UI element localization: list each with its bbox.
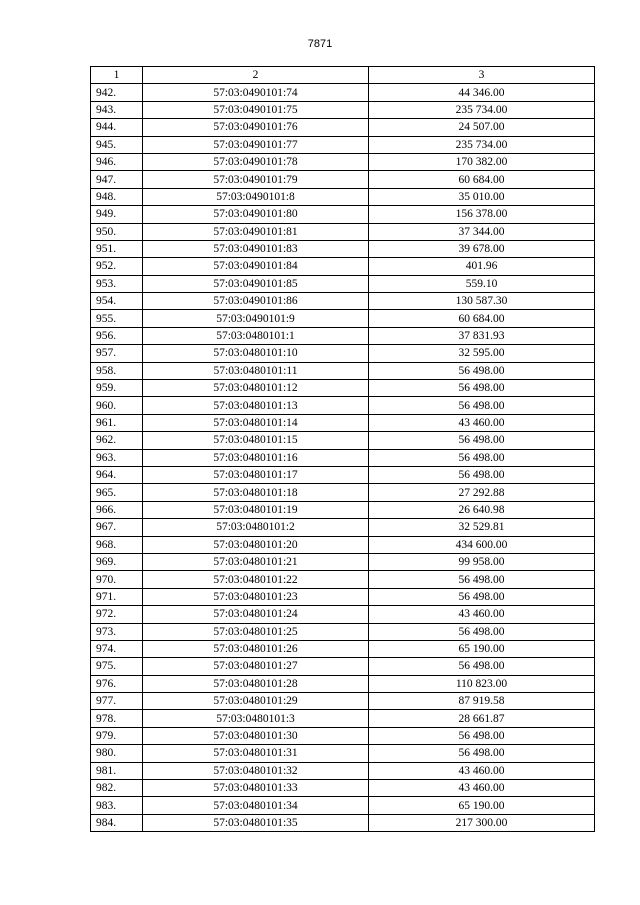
table-row bbox=[91, 762, 595, 779]
row-number-cell: 969. bbox=[91, 553, 143, 570]
cadastral-value-cell: 60 684.00 bbox=[369, 310, 595, 327]
table-row bbox=[91, 780, 595, 797]
table-row bbox=[91, 640, 595, 657]
row-number-cell: 965. bbox=[91, 484, 143, 501]
table-body bbox=[91, 84, 595, 832]
cadastral-number-cell: 57:03:0480101:28 bbox=[143, 675, 369, 692]
cadastral-number-cell: 57:03:0480101:18 bbox=[143, 484, 369, 501]
row-number-cell: 947. bbox=[91, 171, 143, 188]
cadastral-number-cell: 57:03:0480101:35 bbox=[143, 814, 369, 831]
cadastral-number-cell: 57:03:0480101:13 bbox=[143, 397, 369, 414]
row-number-cell: 966. bbox=[91, 501, 143, 518]
cadastral-value-cell: 44 346.00 bbox=[369, 84, 595, 101]
cadastral-number-cell: 57:03:0490101:8 bbox=[143, 188, 369, 205]
table-row bbox=[91, 727, 595, 744]
table-row bbox=[91, 362, 595, 379]
cadastral-value-cell: 56 498.00 bbox=[369, 362, 595, 379]
table-row bbox=[91, 675, 595, 692]
cadastral-number-cell: 57:03:0490101:84 bbox=[143, 258, 369, 275]
cadastral-value-cell: 56 498.00 bbox=[369, 745, 595, 762]
cadastral-number-cell: 57:03:0480101:32 bbox=[143, 762, 369, 779]
cadastral-value-cell: 56 498.00 bbox=[369, 466, 595, 483]
cadastral-number-cell: 57:03:0480101:15 bbox=[143, 432, 369, 449]
cadastral-value-cell: 56 498.00 bbox=[369, 658, 595, 675]
table-row bbox=[91, 588, 595, 605]
row-number-cell: 948. bbox=[91, 188, 143, 205]
table-row bbox=[91, 188, 595, 205]
cadastral-number-cell: 57:03:0480101:27 bbox=[143, 658, 369, 675]
row-number-cell: 960. bbox=[91, 397, 143, 414]
cadastral-number-cell: 57:03:0490101:83 bbox=[143, 240, 369, 257]
table-row bbox=[91, 623, 595, 640]
cadastral-number-cell: 57:03:0490101:86 bbox=[143, 293, 369, 310]
row-number-cell: 956. bbox=[91, 327, 143, 344]
cadastral-number-cell: 57:03:0480101:34 bbox=[143, 797, 369, 814]
cadastral-number-cell: 57:03:0480101:33 bbox=[143, 780, 369, 797]
table-row bbox=[91, 293, 595, 310]
cadastral-value-cell: 217 300.00 bbox=[369, 814, 595, 831]
cadastral-value-cell: 170 382.00 bbox=[369, 153, 595, 170]
cadastral-value-cell: 26 640.98 bbox=[369, 501, 595, 518]
cadastral-number-cell: 57:03:0480101:31 bbox=[143, 745, 369, 762]
cadastral-number-cell: 57:03:0480101:23 bbox=[143, 588, 369, 605]
table-row bbox=[91, 380, 595, 397]
cadastral-number-cell: 57:03:0480101:12 bbox=[143, 380, 369, 397]
table-row bbox=[91, 571, 595, 588]
table-row bbox=[91, 797, 595, 814]
row-number-cell: 943. bbox=[91, 101, 143, 118]
cadastral-number-cell: 57:03:0480101:3 bbox=[143, 710, 369, 727]
cadastral-value-cell: 559.10 bbox=[369, 275, 595, 292]
cadastral-number-cell: 57:03:0490101:75 bbox=[143, 101, 369, 118]
row-number-cell: 963. bbox=[91, 449, 143, 466]
row-number-cell: 945. bbox=[91, 136, 143, 153]
row-number-cell: 976. bbox=[91, 675, 143, 692]
table-row bbox=[91, 223, 595, 240]
cadastral-value-cell: 235 734.00 bbox=[369, 136, 595, 153]
row-number-cell: 952. bbox=[91, 258, 143, 275]
table-row bbox=[91, 327, 595, 344]
column-header-2: 2 bbox=[143, 67, 369, 84]
cadastral-value-cell: 56 498.00 bbox=[369, 380, 595, 397]
row-number-cell: 954. bbox=[91, 293, 143, 310]
row-number-cell: 944. bbox=[91, 119, 143, 136]
cadastral-value-cell: 56 498.00 bbox=[369, 623, 595, 640]
cadastral-value-cell: 37 831.93 bbox=[369, 327, 595, 344]
table-row bbox=[91, 501, 595, 518]
row-number-cell: 942. bbox=[91, 84, 143, 101]
cadastral-number-cell: 57:03:0480101:29 bbox=[143, 693, 369, 710]
cadastral-value-cell: 56 498.00 bbox=[369, 432, 595, 449]
table-row bbox=[91, 240, 595, 257]
column-header-3: 3 bbox=[369, 67, 595, 84]
cadastral-number-cell: 57:03:0490101:81 bbox=[143, 223, 369, 240]
cadastral-value-cell: 65 190.00 bbox=[369, 640, 595, 657]
row-number-cell: 953. bbox=[91, 275, 143, 292]
cadastral-value-table bbox=[90, 66, 595, 832]
cadastral-value-cell: 39 678.00 bbox=[369, 240, 595, 257]
cadastral-value-cell: 110 823.00 bbox=[369, 675, 595, 692]
table-row bbox=[91, 101, 595, 118]
cadastral-number-cell: 57:03:0480101:22 bbox=[143, 571, 369, 588]
table-row bbox=[91, 466, 595, 483]
cadastral-value-cell: 28 661.87 bbox=[369, 710, 595, 727]
cadastral-number-cell: 57:03:0480101:20 bbox=[143, 536, 369, 553]
table-row bbox=[91, 153, 595, 170]
row-number-cell: 950. bbox=[91, 223, 143, 240]
cadastral-number-cell: 57:03:0480101:2 bbox=[143, 519, 369, 536]
table-row bbox=[91, 119, 595, 136]
row-number-cell: 970. bbox=[91, 571, 143, 588]
cadastral-value-cell: 37 344.00 bbox=[369, 223, 595, 240]
cadastral-value-cell: 43 460.00 bbox=[369, 606, 595, 623]
cadastral-value-cell: 130 587.30 bbox=[369, 293, 595, 310]
table-row bbox=[91, 449, 595, 466]
cadastral-number-cell: 57:03:0480101:30 bbox=[143, 727, 369, 744]
table-row bbox=[91, 275, 595, 292]
row-number-cell: 981. bbox=[91, 762, 143, 779]
row-number-cell: 964. bbox=[91, 466, 143, 483]
cadastral-value-cell: 56 498.00 bbox=[369, 571, 595, 588]
cadastral-number-cell: 57:03:0480101:10 bbox=[143, 345, 369, 362]
cadastral-number-cell: 57:03:0480101:24 bbox=[143, 606, 369, 623]
table-row bbox=[91, 553, 595, 570]
row-number-cell: 957. bbox=[91, 345, 143, 362]
cadastral-value-cell: 87 919.58 bbox=[369, 693, 595, 710]
table-row bbox=[91, 414, 595, 431]
table-row bbox=[91, 345, 595, 362]
row-number-cell: 984. bbox=[91, 814, 143, 831]
row-number-cell: 958. bbox=[91, 362, 143, 379]
cadastral-number-cell: 57:03:0480101:1 bbox=[143, 327, 369, 344]
cadastral-value-cell: 32 529.81 bbox=[369, 519, 595, 536]
cadastral-value-cell: 43 460.00 bbox=[369, 780, 595, 797]
cadastral-value-cell: 43 460.00 bbox=[369, 414, 595, 431]
cadastral-number-cell: 57:03:0490101:9 bbox=[143, 310, 369, 327]
row-number-cell: 977. bbox=[91, 693, 143, 710]
row-number-cell: 962. bbox=[91, 432, 143, 449]
table-row bbox=[91, 397, 595, 414]
table-row bbox=[91, 171, 595, 188]
cadastral-value-cell: 24 507.00 bbox=[369, 119, 595, 136]
table-row bbox=[91, 258, 595, 275]
table-row bbox=[91, 693, 595, 710]
cadastral-value-cell: 27 292.88 bbox=[369, 484, 595, 501]
cadastral-value-cell: 99 958.00 bbox=[369, 553, 595, 570]
cadastral-number-cell: 57:03:0480101:14 bbox=[143, 414, 369, 431]
cadastral-number-cell: 57:03:0480101:25 bbox=[143, 623, 369, 640]
cadastral-value-cell: 235 734.00 bbox=[369, 101, 595, 118]
table-row bbox=[91, 745, 595, 762]
row-number-cell: 949. bbox=[91, 206, 143, 223]
cadastral-value-cell: 60 684.00 bbox=[369, 171, 595, 188]
cadastral-value-cell: 65 190.00 bbox=[369, 797, 595, 814]
cadastral-value-cell: 56 498.00 bbox=[369, 449, 595, 466]
cadastral-number-cell: 57:03:0490101:74 bbox=[143, 84, 369, 101]
cadastral-value-cell: 56 498.00 bbox=[369, 727, 595, 744]
cadastral-number-cell: 57:03:0490101:76 bbox=[143, 119, 369, 136]
table-row bbox=[91, 84, 595, 101]
table-row bbox=[91, 658, 595, 675]
table-row bbox=[91, 136, 595, 153]
cadastral-number-cell: 57:03:0480101:21 bbox=[143, 553, 369, 570]
table-row bbox=[91, 710, 595, 727]
cadastral-number-cell: 57:03:0490101:85 bbox=[143, 275, 369, 292]
row-number-cell: 959. bbox=[91, 380, 143, 397]
row-number-cell: 979. bbox=[91, 727, 143, 744]
row-number-cell: 946. bbox=[91, 153, 143, 170]
table-row bbox=[91, 484, 595, 501]
row-number-cell: 978. bbox=[91, 710, 143, 727]
cadastral-number-cell: 57:03:0480101:17 bbox=[143, 466, 369, 483]
cadastral-value-cell: 401.96 bbox=[369, 258, 595, 275]
cadastral-number-cell: 57:03:0480101:26 bbox=[143, 640, 369, 657]
row-number-cell: 968. bbox=[91, 536, 143, 553]
row-number-cell: 967. bbox=[91, 519, 143, 536]
cadastral-number-cell: 57:03:0490101:79 bbox=[143, 171, 369, 188]
cadastral-value-cell: 32 595.00 bbox=[369, 345, 595, 362]
cadastral-value-cell: 56 498.00 bbox=[369, 397, 595, 414]
row-number-cell: 972. bbox=[91, 606, 143, 623]
table-row bbox=[91, 814, 595, 831]
row-number-cell: 982. bbox=[91, 780, 143, 797]
cadastral-number-cell: 57:03:0490101:80 bbox=[143, 206, 369, 223]
table-row bbox=[91, 606, 595, 623]
row-number-cell: 961. bbox=[91, 414, 143, 431]
cadastral-number-cell: 57:03:0490101:77 bbox=[143, 136, 369, 153]
table-row bbox=[91, 432, 595, 449]
page-number: 7871 bbox=[307, 38, 333, 50]
cadastral-value-cell: 156 378.00 bbox=[369, 206, 595, 223]
cadastral-number-cell: 57:03:0490101:78 bbox=[143, 153, 369, 170]
cadastral-value-cell: 434 600.00 bbox=[369, 536, 595, 553]
cadastral-value-cell: 35 010.00 bbox=[369, 188, 595, 205]
column-header-1: 1 bbox=[91, 67, 143, 84]
row-number-cell: 971. bbox=[91, 588, 143, 605]
table-row bbox=[91, 206, 595, 223]
row-number-cell: 983. bbox=[91, 797, 143, 814]
row-number-cell: 980. bbox=[91, 745, 143, 762]
cadastral-value-cell: 56 498.00 bbox=[369, 588, 595, 605]
row-number-cell: 955. bbox=[91, 310, 143, 327]
cadastral-number-cell: 57:03:0480101:16 bbox=[143, 449, 369, 466]
table-row bbox=[91, 519, 595, 536]
table-row bbox=[91, 536, 595, 553]
row-number-cell: 951. bbox=[91, 240, 143, 257]
cadastral-number-cell: 57:03:0480101:11 bbox=[143, 362, 369, 379]
row-number-cell: 973. bbox=[91, 623, 143, 640]
row-number-cell: 975. bbox=[91, 658, 143, 675]
cadastral-value-cell: 43 460.00 bbox=[369, 762, 595, 779]
table-row bbox=[91, 310, 595, 327]
table-header-row bbox=[91, 67, 595, 84]
row-number-cell: 974. bbox=[91, 640, 143, 657]
cadastral-number-cell: 57:03:0480101:19 bbox=[143, 501, 369, 518]
